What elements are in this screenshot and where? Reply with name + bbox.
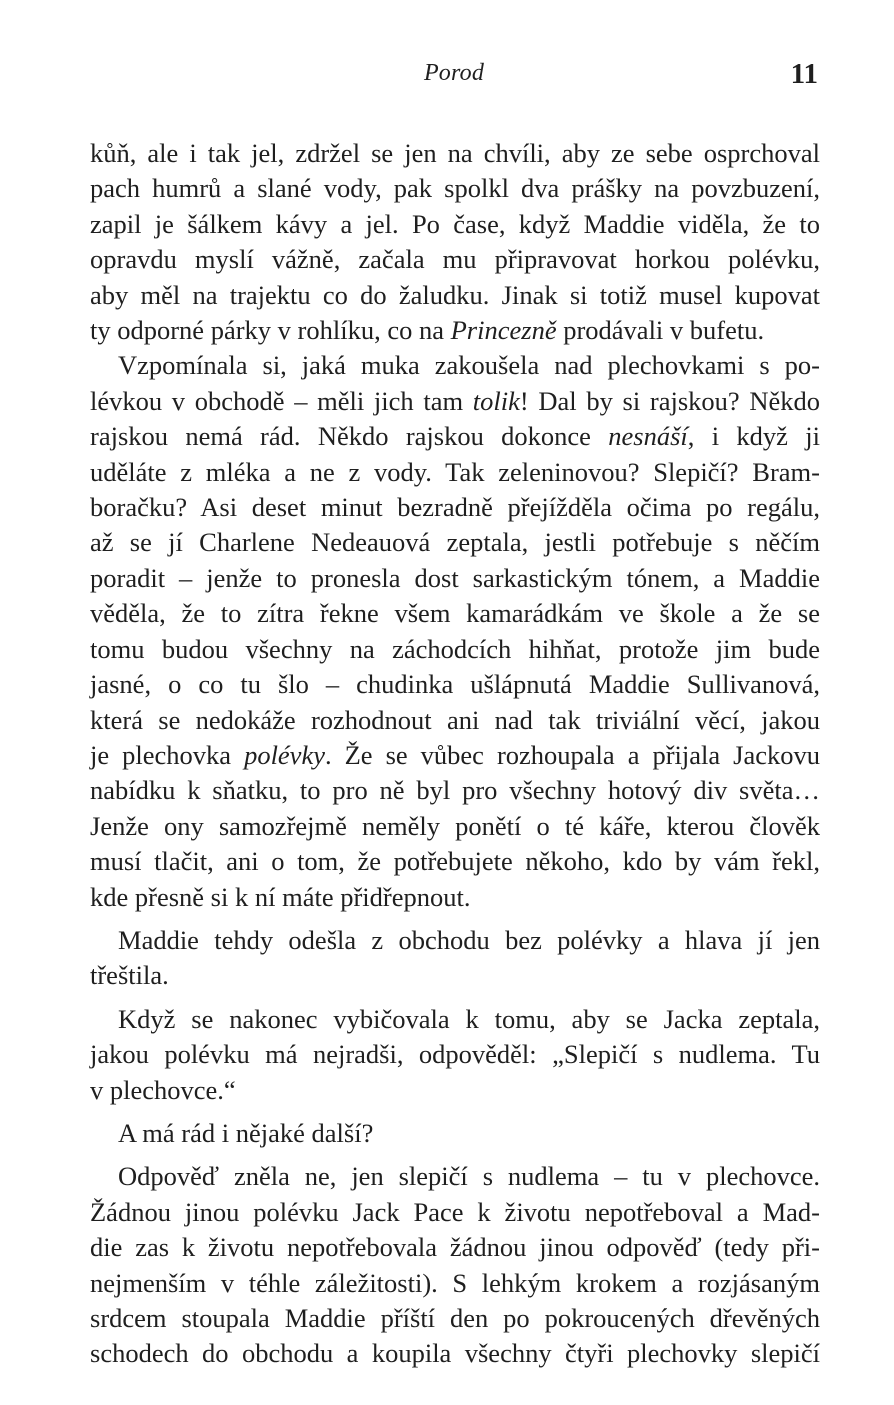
text-line: kůň, ale i tak jel, zdržel se jen na chvíli, aby ze sebe osprchoval <box>90 138 820 168</box>
text-line: jakou polévku má nejradši, odpověděl: „Slepičí s nudlema. Tu <box>90 1039 820 1070</box>
text-line: pach humrů a slané vody, pak spolkl dva prášky na povzbuzení, <box>90 173 820 204</box>
text-line: die zas k životu nepotřebovala žádnou jinou odpověď (tedy při- <box>90 1232 820 1263</box>
text-line <box>90 384 820 419</box>
text-line: boračku? Asi deset minut bezradně přejížděla očima po regálu, <box>90 492 820 523</box>
text-line <box>90 738 820 773</box>
text-line <box>90 419 820 454</box>
text-line: nabídku k sňatku, to pro ně byl pro všechny hotový div světa… <box>90 775 820 806</box>
text-line: až se jí Charlene Nedeauová zeptala, jestli potřebuje s něčím <box>90 527 820 558</box>
text-line: zapil je šálkem kávy a jel. Po čase, když Maddie viděla, že to <box>90 208 820 239</box>
text-line: schodech do obchodu a koupila všechny čtyři plechovky slepičí <box>90 1338 820 1369</box>
running-title: Porod <box>423 60 485 86</box>
text-line: aby měl na trajektu co do žaludku. Jinak si totiž musel kupovat <box>90 279 820 310</box>
page-number: 11 <box>790 58 818 90</box>
text-line: Odpověď zněla ne, jen slepičí s nudlema – tu v plechovce. <box>118 1161 820 1192</box>
text-line: Vzpomínala si, jaká muka zakoušela nad plechovkami s po- <box>118 350 820 381</box>
text-run: prodávali v bufetu. <box>556 315 765 346</box>
text-body <box>90 136 820 1372</box>
text-run: ty odporné párky v rohlíku, co na <box>90 315 451 346</box>
text-line: musí tlačit, ani o tom, že potřebujete někoho, kdo by vám řekl, <box>90 846 820 877</box>
text-line: tomu budou všechny na záchodcích hihňat, protože jim bude <box>90 633 820 664</box>
text-line: uděláte z mléka a ne z vody. Tak zeleninovou? Slepičí? Bram- <box>90 456 820 487</box>
text-run: . Že se vůbec rozhoupala a přijala Jackovu <box>324 739 821 770</box>
text-line: Žádnou jinou polévku Jack Pace k životu nepotřeboval a Mad- <box>90 1196 820 1227</box>
text-line: věděla, že to zítra řekne všem kamarádkám ve škole a že se <box>90 598 820 629</box>
text-line: jasné, o co tu šlo – chudinka ušlápnutá Maddie Sullivanová, <box>90 669 820 700</box>
italic-word: Princezně <box>450 315 557 346</box>
text-line: která se nedokáže rozhodnout ani nad tak triviální věcí, jakou <box>90 704 820 735</box>
italic-word: polévky <box>244 739 325 770</box>
text-line: A má rád i nějaké další? <box>118 1117 374 1148</box>
text-line: Když se nakonec vybičovala k tomu, aby se Jacka zeptala, <box>118 1003 820 1034</box>
text-line: poradit – jenže to pronesla dost sarkastickým tónem, a Maddie <box>90 562 820 593</box>
italic-word: nesnáší <box>608 421 688 452</box>
text-run: rajskou nemá rád. Někdo rajskou dokonce <box>90 421 609 452</box>
text-run: ! Dal by si rajskou? Někdo <box>519 385 821 416</box>
italic-word: tolik <box>472 385 520 416</box>
text-run: lévkou v obchodě – měli jich tam <box>90 385 473 416</box>
text-line: kde přesně si k ní máte přidřepnout. <box>90 881 471 912</box>
text-line: nejmenším v téhle záležitosti). S lehkým krokem a rozjásaným <box>90 1267 820 1298</box>
running-head <box>0 58 894 98</box>
text-line: třeštila. <box>90 960 169 991</box>
text-run: je plechovka <box>90 739 245 770</box>
text-line <box>90 313 820 348</box>
text-line: srdcem stoupala Maddie příští den po pokroucených dřevěných <box>90 1303 820 1333</box>
text-line: Maddie tehdy odešla z obchodu bez polévky a hlava jí jen <box>118 924 820 955</box>
text-line: opravdu myslí vážně, začala mu připravovat horkou polévku, <box>90 244 820 275</box>
text-run: , i když ji <box>687 421 820 452</box>
text-line: Jenže ony samozřejmě neměly ponětí o té káře, kterou člověk <box>90 810 820 841</box>
text-line: v plechovce.“ <box>90 1074 236 1105</box>
